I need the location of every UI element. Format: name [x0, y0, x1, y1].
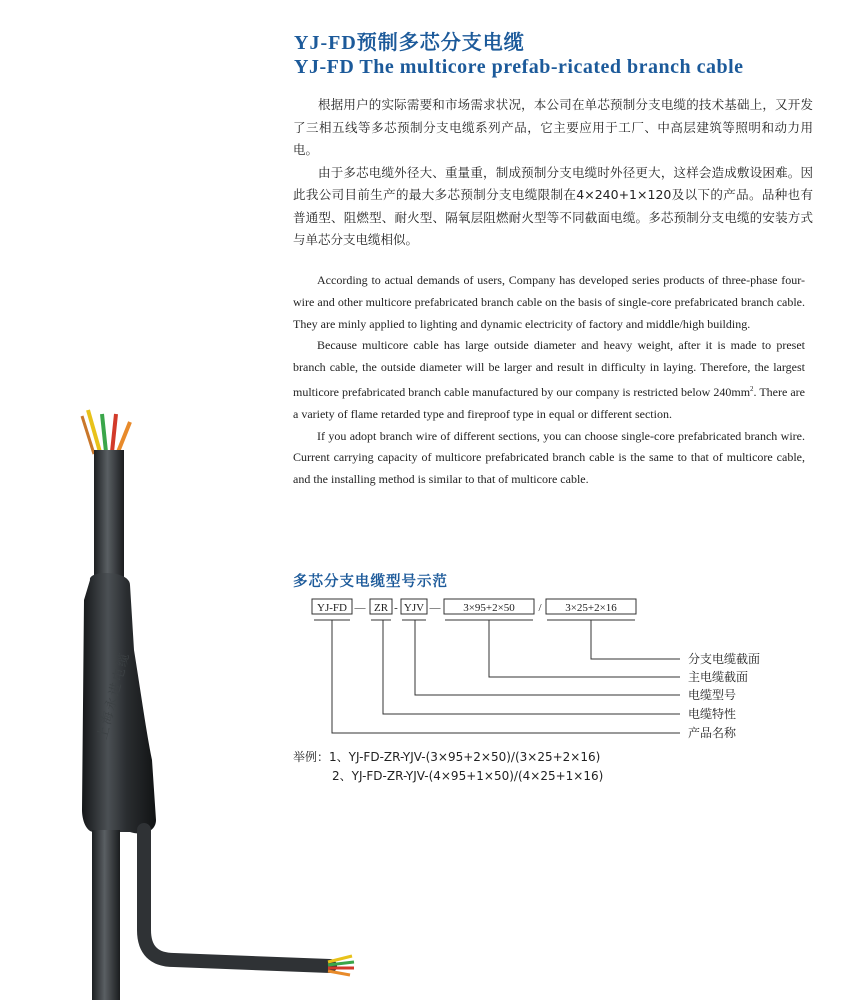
- bracket-feature: [371, 620, 680, 714]
- main-cable-lower: [92, 830, 120, 1000]
- box-branch-section-text: 3×25+2×16: [565, 602, 617, 614]
- intro-cn-paragraph-2: 由于多芯电缆外径大、重量重，制成预制分支电缆时外径更大，这样会造成敷设困难。因此我公司目前生产的最大多芯预制分支电缆限制在4×240+1×120及以下的产品。品种也有普通型、阻燃型、耐火型、隔氧层阻燃耐火型等不同截面电缆。多芯预制分支电缆的安装方式与单芯分支电缆相似。: [293, 164, 813, 247]
- superscript-2: 2: [750, 384, 754, 393]
- examples-prefix: 举例：: [293, 750, 330, 764]
- bracket-branch-section: [547, 620, 680, 659]
- label-branch-section: 分支电缆截面: [688, 652, 761, 666]
- bracket-type: [402, 620, 680, 695]
- example-1: 1、YJ-FD-ZR-YJV-(3×95+2×50)/(3×25+2×16): [329, 750, 601, 764]
- bracket-main-section: [445, 620, 680, 677]
- box-main-section-text: 3×95+2×50: [463, 602, 515, 614]
- top-wires: [82, 410, 130, 454]
- separator-slash: /: [538, 602, 542, 614]
- label-feature: 电缆特性: [688, 707, 737, 721]
- intro-en-paragraph-2-part-b: . There are a variety of flame retarded type and fireproof type in equal or different section.: [293, 384, 805, 421]
- branch-end-wires: [328, 956, 354, 975]
- separator-dash-3: —: [429, 602, 441, 614]
- intro-en-paragraph-3: If you adopt branch wire of different sections, you can choose single-core prefabricated branch wire. Current carrying capacity of multicore prefabricated branch cable is the same to that of multicore cable, and the installing method is similar to that of multicore cable.: [293, 428, 805, 487]
- cable-photo: [60, 400, 370, 1000]
- box-type-text: YJV: [403, 602, 425, 614]
- label-product: 产品名称: [688, 726, 737, 740]
- label-main-section: 主电缆截面: [688, 670, 749, 684]
- model-example-title: 多芯分支电缆型号示范: [293, 574, 448, 590]
- main-cable-upper: [94, 450, 124, 580]
- intro-en-paragraph-2-part-a: Because multicore cable has large outside diameter and heavy weight, after it is made to preset branch cable, the outside diameter will be larger and result in difficulty in laying. Therefore, the largest multicore prefabricated branch cable manufactured by our company is restricted below 240mm: [293, 338, 805, 399]
- intro-en-paragraph-1: According to actual demands of users, Company has developed series products of three-phase four-wire and other multicore prefabricated branch cable on the basis of single-core prefabricated branch cable. They are minly applied to lighting and dynamic electricity of factory and middle/high building.: [293, 273, 805, 331]
- jacket-print: 上海永进电缆: [95, 650, 134, 742]
- title-chinese: YJ-FD预制多芯分支电缆: [294, 32, 525, 54]
- intro-cn-paragraph-1: 根据用户的实际需要和市场需求状况，本公司在单芯预制分支电缆的技术基础上，又开发了三相五线等多芯预制分支电缆系列产品，它主要应用于工厂、中高层建筑等照明和动力用电。: [293, 97, 813, 157]
- branch-cable: [144, 830, 330, 966]
- separator-dash-2: -: [394, 602, 398, 614]
- box-product-text: YJ-FD: [317, 602, 347, 614]
- box-feature-text: ZR: [373, 602, 389, 614]
- label-type: 电缆型号: [688, 688, 737, 702]
- separator-dash-1: —: [354, 602, 366, 614]
- example-2: 2、YJ-FD-ZR-YJV-(4×95+1×50)/(4×25+1×16): [332, 769, 604, 783]
- title-english: YJ-FD The multicore prefab-ricated branch cable: [294, 56, 744, 78]
